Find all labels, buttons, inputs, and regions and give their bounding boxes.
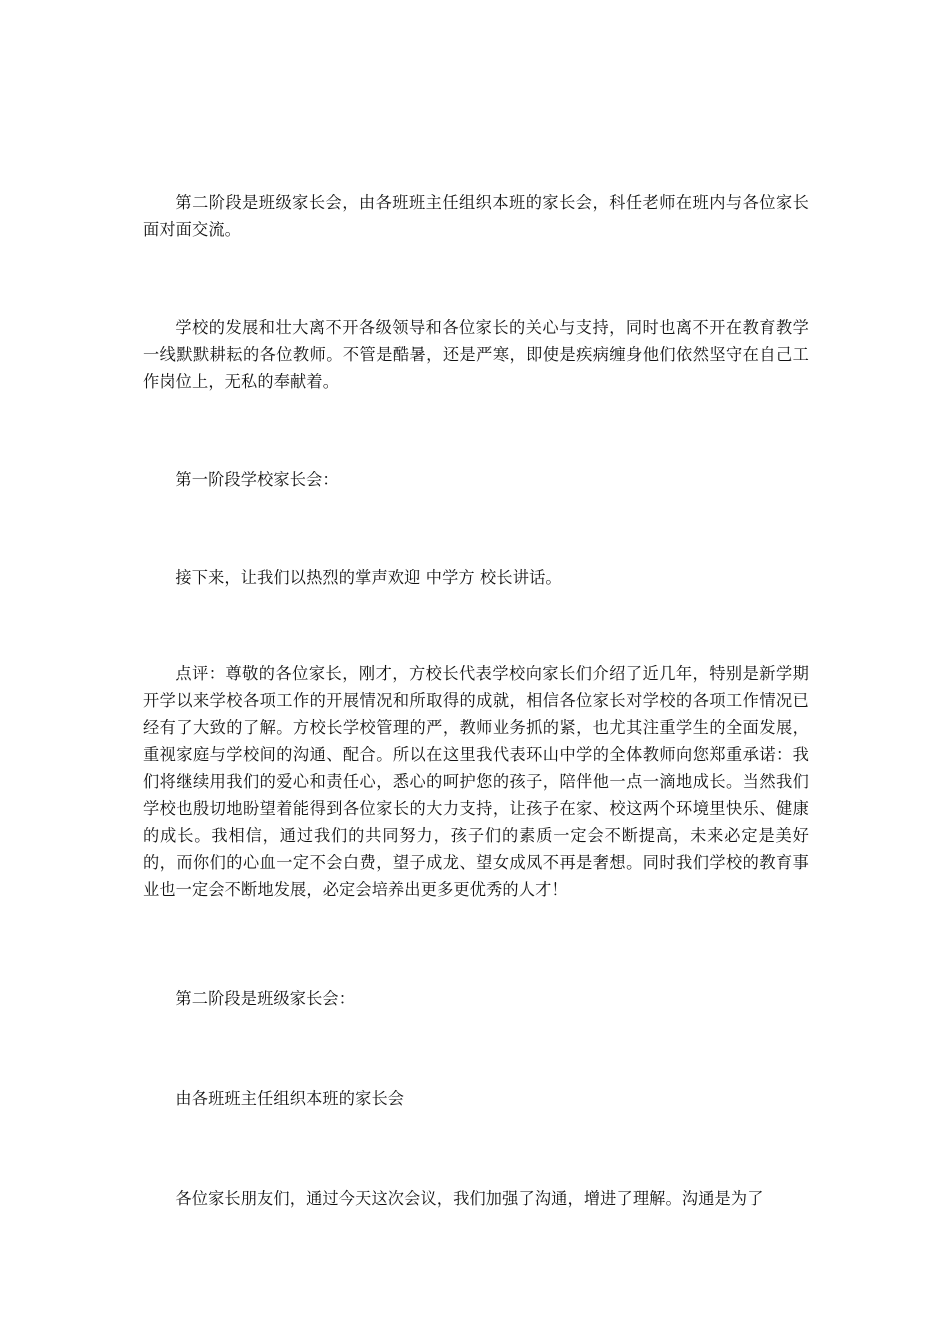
paragraph-school-development: 学校的发展和壮大离不开各级领导和各位家长的关心与支持，同时也离不开在教育教学一线默默耕耘的各位教师。不管是酷暑，还是严寒，即使是疾病缠身他们依然坚守在自己工作岗位上，无私的奉献着。 bbox=[143, 318, 809, 391]
paragraph-commentary: 点评：尊敬的各位家长，刚才，方校长代表学校向家长们介绍了近几年，特别是新学期开学以来学校各项工作的开展情况和所取得的成就，相信各位家长对学校的各项工作情况已经有了大致的了解。方校长学校管理的严，教师业务抓的紧，也尤其注重学生的全面发展，重视家庭与学校间的沟通、配合。所以在这里我代表环山中学的全体教师向您郑重承诺：我们将继续用我们的爱心和责任心，悉心的呵护您的孩子，陪伴他一点一滴地成长。当然我们学校也殷切地盼望着能得到各位家长的大力支持，让孩子在家、校这两个环境里快乐、健康的成长。我相信，通过我们的共同努力，孩子们的素质一定会不断提高，未来必定是美好的，而你们的心血一定不会白费，望子成龙、望女成凤不再是奢想。同时我们学校的教育事业也一定会不断地发展，必定会培养出更多更优秀的人才！ bbox=[143, 664, 809, 899]
paragraph-stage-one-heading: 第一阶段学校家长会： bbox=[175, 470, 339, 489]
paragraph-class-teacher-meeting: 由各班班主任组织本班的家长会 bbox=[175, 1089, 405, 1108]
paragraph-principal-welcome: 接下来，让我们以热烈的掌声欢迎 中学方 校长讲话。 bbox=[175, 568, 562, 587]
paragraph-stage-two-heading: 第二阶段是班级家长会： bbox=[175, 989, 356, 1008]
paragraph-class-meeting-intro: 第二阶段是班级家长会，由各班班主任组织本班的家长会，科任老师在班内与各位家长面对面交流。 bbox=[143, 193, 809, 239]
paragraph-closing-remarks: 各位家长朋友们，通过今天这次会议，我们加强了沟通，增进了理解。沟通是为了 bbox=[175, 1189, 764, 1208]
